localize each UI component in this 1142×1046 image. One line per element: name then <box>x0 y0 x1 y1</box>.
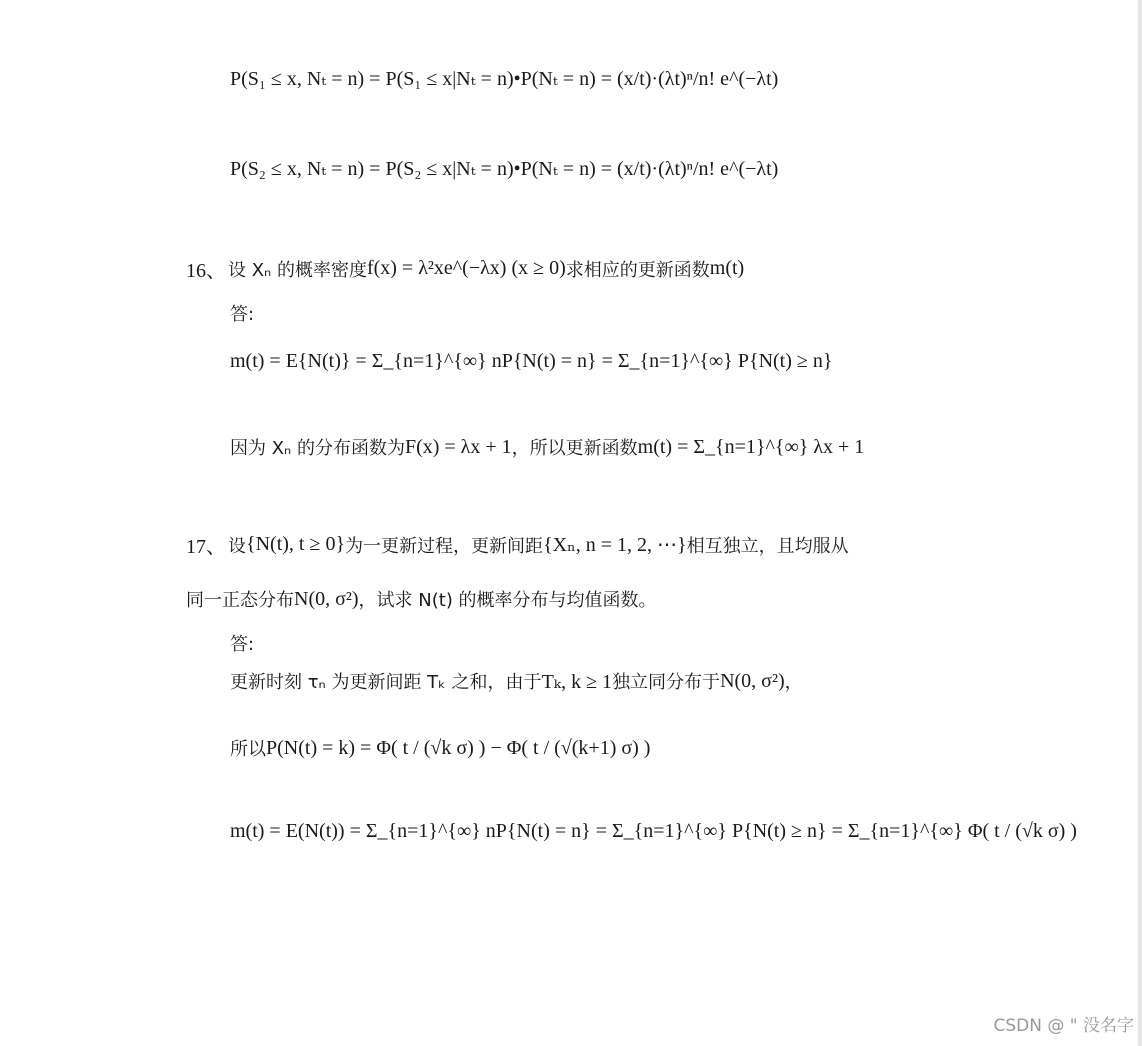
formula-text: P(S₂ ≤ x, Nₜ = n) = P(S₂ ≤ x|Nₜ = n)•P(Nₜ = n) = (x/t)·(λt)ⁿ/n! e^(−λt) <box>230 158 779 180</box>
answer-formula: m(t) = Σ_{n=1}^{∞} λx + 1 <box>637 435 865 458</box>
answer-17-line-3 <box>230 820 1077 843</box>
answer-16-formula-1 <box>230 350 832 373</box>
question-formula: {Xₙ, n = 1, 2, ⋯} <box>543 534 687 556</box>
question-text: 设 <box>228 535 246 557</box>
question-text: 设 Xₙ 的概率密度 <box>228 259 367 281</box>
formula-text: m(t) = E(N(t)) = Σ_{n=1}^{∞} nP{N(t) = n} = Σ_{n=1}^{∞} P{N(t) ≥ n} = Σ_{n=1}^{∞} Φ( t / (√k σ) ) <box>230 820 1077 842</box>
question-formula: m(t) <box>709 257 745 279</box>
question-number: 16、 <box>186 260 226 282</box>
question-text: 为一更新过程，更新间距 <box>345 535 544 557</box>
answer-formula: F(x) = λx + 1 <box>404 435 512 458</box>
formula-text: P(S₁ ≤ x, Nₜ = n) = P(S₁ ≤ x|Nₜ = n)•P(Nₜ = n) = (x/t)·(λt)ⁿ/n! e^(−λt) <box>230 68 779 90</box>
answer-text: 所以 <box>230 739 266 760</box>
answer-text: 因为 Xₙ 的分布函数为 <box>230 438 405 459</box>
answer-formula: P(N(t) = k) = Φ( t / (√k σ) ) − Φ( t / (√(k+1) σ) ) <box>266 736 651 759</box>
answer-label: 答: <box>230 304 255 325</box>
answer-text: ， <box>784 672 803 693</box>
answer-text: 独立同分布于 <box>612 672 721 693</box>
answer-16-line-2 <box>230 434 864 460</box>
answer-text: ，所以更新函数 <box>511 438 638 459</box>
question-formula: {N(t), t ≥ 0} <box>246 533 346 555</box>
formula-line-2 <box>230 156 778 181</box>
answer-17-line-2 <box>230 735 650 761</box>
answer-label-16 <box>230 300 254 326</box>
answer-17-line-1 <box>230 668 803 694</box>
question-17 <box>186 530 849 559</box>
question-text: 相互独立，且均服从 <box>686 535 849 557</box>
answer-label: 答: <box>230 634 255 655</box>
csdn-watermark: CSDN @ " 没名字 <box>993 1016 1134 1036</box>
question-formula: f(x) = λ²xe^(−λx) (x ≥ 0) <box>366 257 566 279</box>
question-number: 17、 <box>186 536 226 558</box>
formula-text: m(t) = E{N(t)} = Σ_{n=1}^{∞} nP{N(t) = n} = Σ_{n=1}^{∞} P{N(t) ≥ n} <box>230 350 833 372</box>
question-text: ，试求 N(t) 的概率分布与均值函数。 <box>358 590 657 611</box>
formula-line-1 <box>230 66 778 91</box>
question-17-line-2 <box>186 586 657 612</box>
question-text: 求相应的更新函数 <box>565 259 710 281</box>
page-edge <box>1138 0 1142 1046</box>
answer-formula: Tₖ, k ≥ 1 <box>541 670 613 693</box>
answer-text: 更新时刻 τₙ 为更新间距 Tₖ 之和，由于 <box>230 672 542 693</box>
answer-formula: N(0, σ²) <box>720 669 785 692</box>
question-text: 同一正态分布 <box>186 590 294 611</box>
answer-label-17 <box>230 630 254 656</box>
question-16 <box>186 254 744 283</box>
question-formula: N(0, σ²) <box>294 587 359 610</box>
